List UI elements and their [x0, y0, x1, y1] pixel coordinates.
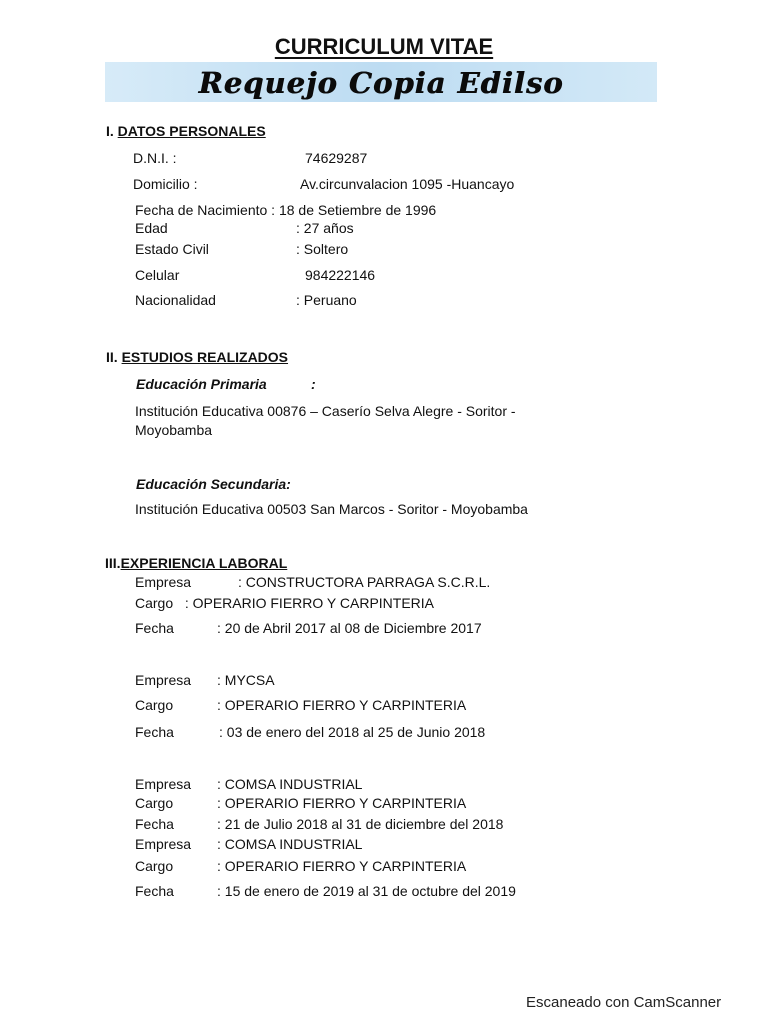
section-personal-heading [106, 123, 266, 139]
job-4-cargo-label: Cargo [135, 858, 174, 874]
job-1-cargo-value: : OPERARIO FIERRO Y CARPINTERIA [184, 595, 435, 611]
job-1-empresa-label: Empresa [135, 574, 192, 590]
celular-value: 984222146 [305, 267, 376, 283]
section-number: II. [106, 349, 118, 365]
job-2-fecha-label: Fecha [135, 724, 174, 740]
section-studies-heading [106, 349, 288, 365]
edad-label: Edad [135, 220, 168, 236]
secondary-label: Educación Secundaria: [136, 476, 291, 492]
nacionalidad-value: : Peruano [296, 292, 357, 308]
job-1-fecha-value: : 20 de Abril 2017 al 08 de Diciembre 2017 [217, 620, 482, 636]
dni-label: D.N.I. : [133, 150, 177, 166]
section-number: III. [105, 555, 121, 571]
job-1-cargo-row [135, 595, 434, 611]
nacimiento-row [135, 202, 436, 218]
job-2-fecha-value: : 03 de enero del 2018 al 25 de Junio 2018 [219, 724, 486, 740]
nacimiento-value: 18 de Setiembre de 1996 [278, 202, 437, 218]
job-3-empresa-label: Empresa [135, 776, 192, 792]
nacimiento-label: Fecha de Nacimiento : [135, 202, 276, 218]
job-1-empresa-value: : CONSTRUCTORA PARRAGA S.C.R.L. [238, 574, 491, 590]
camscanner-footer: Escaneado con CamScanner [526, 994, 722, 1011]
civil-label: Estado Civil [135, 241, 209, 257]
job-2-empresa-label: Empresa [135, 672, 192, 688]
job-1-cargo-label: Cargo [135, 595, 174, 611]
job-4-fecha-label: Fecha [135, 883, 174, 899]
secondary-school: Institución Educativa 00503 San Marcos - Soritor - Moyobamba [135, 501, 528, 517]
job-3-fecha-label: Fecha [135, 816, 174, 832]
nacionalidad-label: Nacionalidad [135, 292, 216, 308]
section-experience-heading [105, 555, 287, 571]
job-3-cargo-label: Cargo [135, 795, 174, 811]
celular-label: Celular [135, 267, 180, 283]
document-title: CURRICULUM VITAE [274, 34, 494, 59]
primary-colon: : [311, 376, 316, 392]
edad-value: : 27 años [296, 220, 354, 236]
primary-label: Educación Primaria [136, 376, 267, 392]
job-4-empresa-value: : COMSA INDUSTRIAL [217, 836, 363, 852]
candidate-name: Requejo Copia Edilso [198, 66, 564, 100]
section-number: I. [106, 123, 114, 139]
job-3-fecha-value: : 21 de Julio 2018 al 31 de diciembre del 2018 [217, 816, 504, 832]
primary-school: Institución Educativa 00876 – Caserío Selva Alegre - Soritor - Moyobamba [135, 403, 516, 438]
job-4-fecha-value: : 15 de enero de 2019 al 31 de octubre del 2019 [217, 883, 516, 899]
job-2-cargo-label: Cargo [135, 697, 174, 713]
job-1-fecha-label: Fecha [135, 620, 174, 636]
job-3-cargo-value: : OPERARIO FIERRO Y CARPINTERIA [217, 795, 467, 811]
job-2-empresa-value: : MYCSA [217, 672, 275, 688]
section-title: EXPERIENCIA LABORAL [120, 555, 288, 571]
job-3-empresa-value: : COMSA INDUSTRIAL [217, 776, 363, 792]
section-title: DATOS PERSONALES [117, 123, 266, 139]
dni-value: 74629287 [305, 150, 368, 166]
job-4-empresa-label: Empresa [135, 836, 192, 852]
section-title: ESTUDIOS REALIZADOS [121, 349, 289, 365]
domicilio-label: Domicilio : [133, 176, 198, 192]
job-4-cargo-value: : OPERARIO FIERRO Y CARPINTERIA [217, 858, 467, 874]
domicilio-value: Av.circunvalacion 1095 -Huancayo [300, 176, 515, 192]
job-2-cargo-value: : OPERARIO FIERRO Y CARPINTERIA [217, 697, 467, 713]
civil-value: : Soltero [296, 241, 349, 257]
